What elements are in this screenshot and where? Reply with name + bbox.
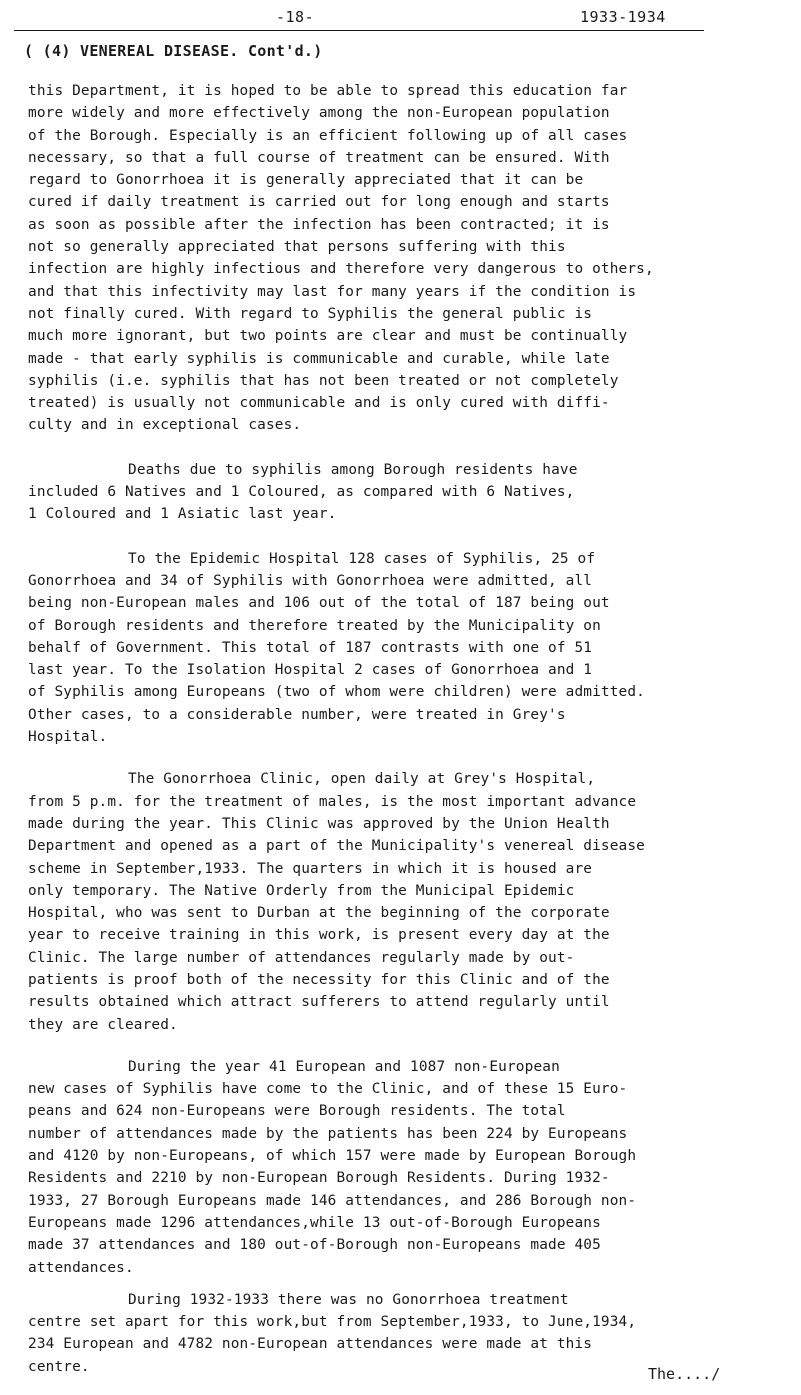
text-line: 1 Coloured and 1 Asiatic last year. [28,506,337,523]
year-range: 1933-1934 [580,8,666,26]
text-line: To the Epidemic Hospital 128 cases of Syphilis, 25 of [128,550,596,567]
text-line: included 6 Natives and 1 Coloured, as compared with 6 Natives, [28,484,575,501]
text-line: 234 European and 4782 non-European attendances were made at this [28,1336,593,1353]
text-line: culty and in exceptional cases. [28,417,302,434]
text-line: not finally cured. With regard to Syphilis the general public is [28,305,593,322]
text-line: new cases of Syphilis have come to the Clinic, and of these 15 Euro- [28,1081,628,1098]
text-line: of the Borough. Especially is an efficient following up of all cases [28,127,628,144]
text-line: Residents and 2210 by non-European Borough Residents. During 1932- [28,1170,610,1187]
page-header [14,6,704,34]
text-line: During the year 41 European and 1087 non-European [128,1058,560,1075]
text-line: infection are highly infectious and therefore very dangerous to others, [28,261,654,278]
text-line: necessary, so that a full course of treatment can be ensured. With [28,149,610,166]
text-line: made 37 attendances and 180 out-of-Borough non-Europeans made 405 [28,1237,601,1254]
text-line: Hospital, who was sent to Durban at the beginning of the corporate [28,905,610,922]
text-line: regard to Gonorrhoea it is generally appreciated that it can be [28,172,584,189]
text-line: Deaths due to syphilis among Borough residents have [128,461,578,478]
header-rule [14,30,704,31]
text-line: Clinic. The large number of attendances regularly made by out- [28,949,575,966]
paragraph [28,768,788,1036]
text-line: results obtained which attract sufferers to attend regularly until [28,994,610,1011]
text-line: year to receive training in this work, is present every day at the [28,927,610,944]
text-line: 1933, 27 Borough Europeans made 146 attendances, and 286 Borough non- [28,1192,637,1209]
text-line: and 4120 by non-Europeans, of which 157 were made by European Borough [28,1148,637,1165]
text-line: made during the year. This Clinic was approved by the Union Health [28,815,610,832]
text-line: as soon as possible after the infection has been contracted; it is [28,216,610,233]
text-line: cured if daily treatment is carried out for long enough and starts [28,194,610,211]
text-line: attendances. [28,1259,134,1276]
paragraph [28,548,788,749]
page-number: -18- [276,8,315,26]
text-line: from 5 p.m. for the treatment of males, is the most important advance [28,793,637,810]
text-line: centre. [28,1358,90,1375]
text-line: of Borough residents and therefore treated by the Municipality on [28,617,601,634]
text-line: of Syphilis among Europeans (two of whom were children) were admitted. [28,684,645,701]
section-heading: ( (4) VENEREAL DISEASE. Cont'd.) [24,42,323,60]
text-line: The Gonorrhoea Clinic, open daily at Grey's Hospital, [128,771,596,788]
body-text [28,80,788,1378]
text-line: centre set apart for this work,but from September,1933, to June,1934, [28,1314,637,1331]
text-line: Other cases, to a considerable number, were treated in Grey's [28,706,566,723]
paragraph [28,459,788,526]
text-line: more widely and more effectively among the non-European population [28,105,610,122]
continuation-marker: The..../ [648,1365,721,1383]
text-line: last year. To the Isolation Hospital 2 cases of Gonorrhoea and 1 [28,662,593,679]
paragraph [28,1056,788,1279]
text-line: Gonorrhoea and 34 of Syphilis with Gonorrhoea were admitted, all [28,572,593,589]
text-line: not so generally appreciated that persons suffering with this [28,239,566,256]
text-line: peans and 624 non-Europeans were Borough residents. The total [28,1103,566,1120]
text-line: patients is proof both of the necessity for this Clinic and of the [28,971,610,988]
text-line: Hospital. [28,729,108,746]
text-line: scheme in September,1933. The quarters in which it is housed are [28,860,593,877]
text-line: this Department, it is hoped to be able to spread this education far [28,83,628,99]
text-line: only temporary. The Native Orderly from the Municipal Epidemic [28,882,575,899]
text-line: syphilis (i.e. syphilis that has not been treated or not completely [28,372,619,389]
text-line: behalf of Government. This total of 187 contrasts with one of 51 [28,639,593,656]
text-line: Department and opened as a part of the Municipality's venereal disease [28,838,645,855]
paragraph [28,80,788,437]
text-line: they are cleared. [28,1016,178,1033]
text-line: During 1932-1933 there was no Gonorrhoea treatment [128,1291,569,1308]
text-line: being non-European males and 106 out of the total of 187 being out [28,595,610,612]
text-line: made - that early syphilis is communicable and curable, while late [28,350,610,367]
text-line: treated) is usually not communicable and is only cured with diffi- [28,395,610,412]
text-line: and that this infectivity may last for many years if the condition is [28,283,637,300]
text-line: Europeans made 1296 attendances,while 13 out-of-Borough Europeans [28,1214,601,1231]
text-line: much more ignorant, but two points are clear and must be continually [28,328,628,345]
text-line: number of attendances made by the patients has been 224 by Europeans [28,1125,628,1142]
